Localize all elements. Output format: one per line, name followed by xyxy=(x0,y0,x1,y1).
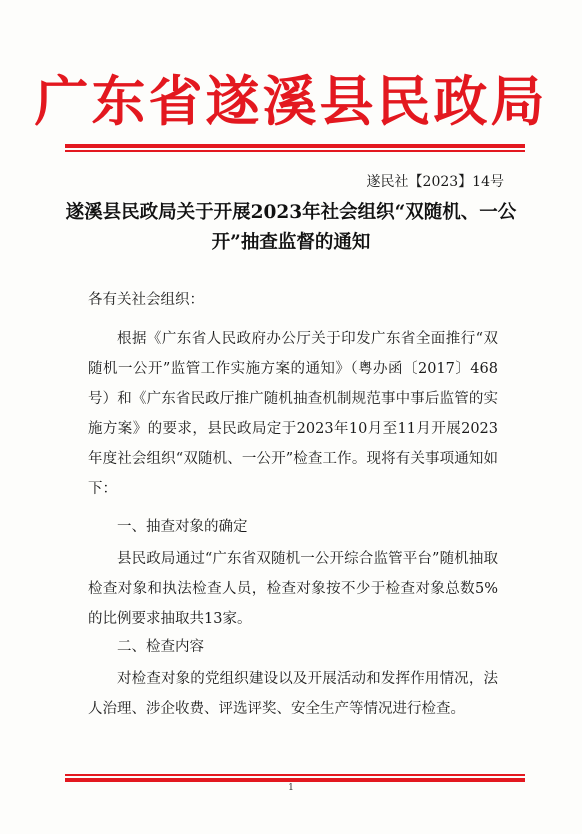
masthead-red-rule-thick xyxy=(65,144,525,148)
paragraph-intro: 根据《广东省人民政府办公厅关于印发广东省全面推行“双随机一公开”监管工作实施方案的通知》（粤办函〔2017〕468号）和《广东省民政厅推广随机抽查机制规范事中事后监管的实施方案》的要求，县民政局定于2023年10月至11月开展2023年度社会组织“双随机、一公开”检查工作。现将有关事项通知如下： xyxy=(88,331,498,497)
footer-red-rule-thin xyxy=(65,774,525,776)
document-title: 遂溪县民政局关于开展2023年社会组织“双随机、一公开”抽查监督的通知 xyxy=(65,202,517,253)
masthead-red-rule-thin xyxy=(65,150,525,152)
paragraph-selection: 县民政局通过“广东省双随机一公开综合监管平台”随机抽取检查对象和执法检查人员，检查对象按不少于检查对象总数5%的比例要求抽取共13家。 xyxy=(88,551,498,627)
section-heading-1: 一、抽查对象的确定 xyxy=(117,519,248,535)
masthead-title: 广东省遂溪县民政局 xyxy=(34,69,548,133)
page-number: 1 xyxy=(288,783,294,793)
document-number: 遂民社【2023】14号 xyxy=(366,174,504,190)
section-heading-2: 二、检查内容 xyxy=(117,639,204,655)
salutation: 各有关社会组织： xyxy=(88,292,204,308)
paragraph-content: 对检查对象的党组织建设以及开展活动和发挥作用情况，法人治理、涉企收费、评选评奖、安全生产等情况进行检查。 xyxy=(88,671,498,717)
